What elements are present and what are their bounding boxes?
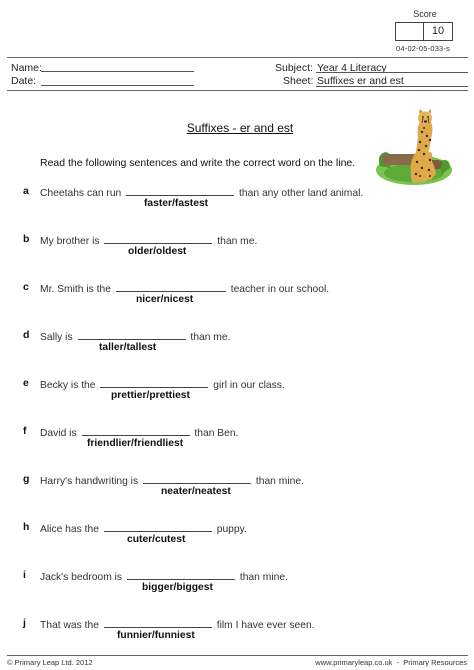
sentence-start: Alice has the [40,524,99,535]
question-sentence [40,521,247,535]
word-options: neater/neatest [161,486,231,497]
word-options: bigger/biggest [142,582,213,593]
question-letter: h [23,521,30,533]
sentence-start: Jack's bedroom is [40,572,123,583]
word-options: nicer/nicest [136,294,194,305]
answer-blank[interactable] [104,617,212,628]
word-options: cuter/cutest [127,534,186,545]
question-sentence [40,617,315,631]
answer-blank[interactable] [104,521,212,532]
word-options: faster/fastest [144,198,209,209]
name-label: Name: [11,62,42,74]
sentence-end: than me. [190,332,231,343]
sheet-label: Sheet: [283,75,314,87]
question-letter: j [23,617,26,629]
cheetah-illustration [372,104,456,190]
sentence-start: My brother is [40,236,100,247]
copyright: © Primary Leap Ltd. 2012 [7,658,93,667]
sentence-end: teacher in our school. [230,284,330,295]
word-options: friendlier/friendliest [87,438,184,449]
question-sentence [40,185,363,199]
score-box [395,22,453,41]
sentence-start: Mr. Smith is the [40,284,111,295]
sentence-end: than any other land animal. [239,188,364,199]
date-label: Date: [11,75,37,87]
score-input[interactable] [396,23,424,40]
date-field[interactable] [41,85,194,86]
sentence-start: Becky is the [40,380,96,391]
sentence-end: than mine. [255,476,304,487]
sentence-start: That was the [40,620,99,631]
question-sentence [40,425,238,439]
question-sentence [40,473,304,487]
question-sentence [40,569,288,583]
word-options: older/oldest [128,246,187,257]
question-letter: d [23,329,30,341]
worksheet-title: Suffixes - er and est [186,121,294,135]
sentence-end: than Ben. [194,428,239,439]
subject-line [316,72,468,73]
subject-label: Subject: [275,62,313,74]
footer-website[interactable]: www.primaryleap.co.uk - Primary Resources [315,658,467,667]
word-options: taller/tallest [99,342,157,353]
question-letter: i [23,569,26,581]
score-total: 10 [431,25,445,37]
instructions: Read the following sentences and write the correct word on the line. [40,157,356,169]
answer-blank[interactable] [143,473,251,484]
question-letter: f [23,425,27,437]
answer-blank[interactable] [104,233,212,244]
score-label: Score [413,9,437,19]
answer-blank[interactable] [127,569,235,580]
word-options: funnier/funniest [117,630,195,641]
sentence-end: than mine. [239,572,288,583]
question-letter: e [23,377,29,389]
question-letter: g [23,473,30,485]
name-field[interactable] [41,71,194,72]
sheet-code: 04-02-05-033-s [396,44,451,53]
sentence-start: Harry's handwriting is [40,476,139,487]
sheet-value: Suffixes er and est [317,75,404,87]
question-sentence [40,281,329,295]
header-divider [7,90,468,91]
sentence-end: film I have ever seen. [216,620,315,631]
sentence-end: than me. [217,236,258,247]
sentence-start: Sally is [40,332,73,343]
question-letter: c [23,281,29,293]
sentence-end: puppy. [216,524,247,535]
footer-divider [7,655,468,656]
answer-blank[interactable] [126,185,234,196]
word-options: prettier/prettiest [111,390,190,401]
answer-blank[interactable] [116,281,226,292]
sheet-line [316,86,468,87]
answer-blank[interactable] [82,425,190,436]
question-letter: b [23,233,30,245]
sentence-end: girl in our class. [213,380,285,391]
answer-blank[interactable] [78,329,186,340]
question-sentence [40,377,285,391]
subject-value: Year 4 Literacy [317,62,387,74]
answer-blank[interactable] [100,377,208,388]
sentence-start: Cheetahs can run [40,188,122,199]
question-sentence [40,329,230,343]
top-divider [7,57,468,58]
question-letter: a [23,185,29,197]
sentence-start: David is [40,428,77,439]
question-sentence [40,233,257,247]
